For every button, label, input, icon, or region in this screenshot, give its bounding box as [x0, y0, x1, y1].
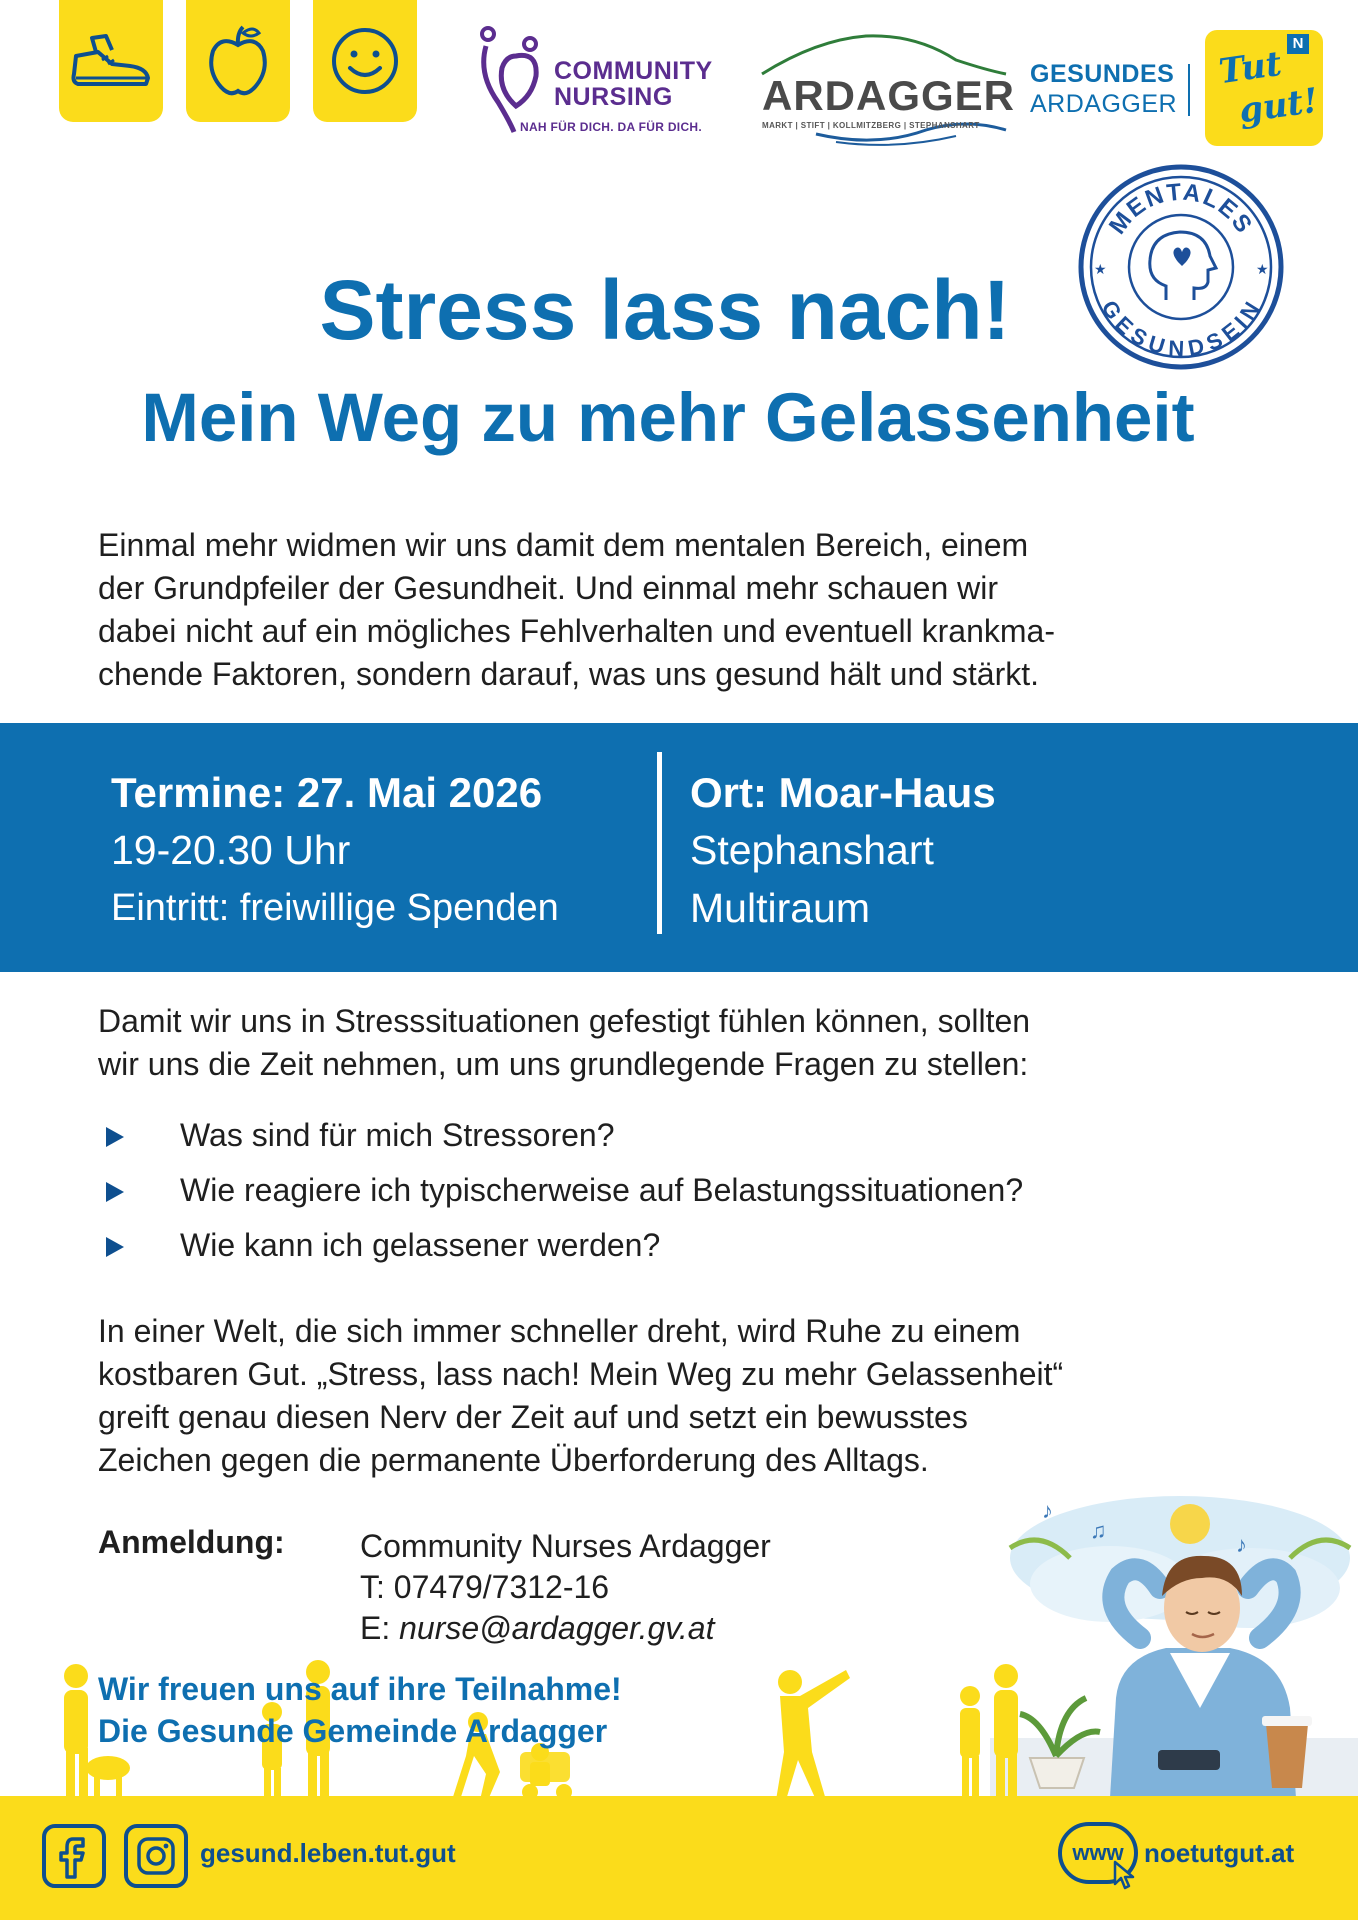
- page-title: Stress lass nach!: [319, 263, 1011, 357]
- social-handle[interactable]: gesund.leben.tut.gut: [200, 1838, 456, 1868]
- website-link[interactable]: noetutgut.at: [1144, 1838, 1295, 1868]
- phone-prefix: T:: [360, 1569, 394, 1605]
- band-divider: [657, 752, 662, 934]
- registration-email-line: [360, 1608, 771, 1649]
- intro-paragraph: [98, 524, 1258, 696]
- ardagger-name: ARDAGGER: [762, 72, 1016, 119]
- instagram-icon[interactable]: [124, 1824, 188, 1888]
- facebook-icon[interactable]: [42, 1824, 106, 1888]
- event-time: 19-20.30 Uhr: [111, 827, 351, 873]
- thanks-line: Wir freuen uns auf ihre Teilnahme!: [98, 1671, 622, 1707]
- registration-details: [360, 1526, 771, 1649]
- list-item: [98, 1163, 1298, 1218]
- registration-phone-line: [360, 1567, 771, 1608]
- phone-number[interactable]: 07479/7312-16: [393, 1569, 610, 1605]
- badge-top-text: MENTALES: [1103, 178, 1259, 240]
- running-shoe-tile: [59, 0, 163, 122]
- closing-line: In einer Welt, die sich immer schneller dreht, wird Ruhe zu einem: [98, 1313, 1021, 1349]
- registration-name: Community Nurses Ardagger: [360, 1528, 771, 1564]
- list-item: [98, 1218, 1298, 1273]
- thanks-message: [98, 1668, 622, 1752]
- event-place: Ort: Moar-Haus: [690, 769, 996, 816]
- closing-line: kostbaren Gut. „Stress, lass nach! Mein Weg zu mehr Gelassenheit“: [98, 1356, 1064, 1392]
- svg-text:★: ★: [1256, 261, 1269, 277]
- list-item: [98, 1108, 1298, 1163]
- triangle-bullet-icon: [106, 1182, 124, 1202]
- svg-text:♪: ♪: [1236, 1532, 1247, 1557]
- community-nursing-logo: [476, 24, 746, 142]
- event-date: Termine: 27. Mai 2026: [111, 769, 543, 816]
- community-nursing-title-2: NURSING: [554, 83, 673, 111]
- question-list: [98, 1108, 1298, 1273]
- event-place-line2: Stephanshart: [690, 827, 934, 873]
- closing-line: Zeichen gegen die permanente Überforderung des Alltags.: [98, 1442, 929, 1478]
- closing-line: greift genau diesen Nerv der Zeit auf und setzt ein bewusstes: [98, 1399, 968, 1435]
- event-info-band: [0, 723, 1358, 972]
- ardagger-label: ARDAGGER: [1030, 90, 1178, 118]
- svg-text:♫: ♫: [1090, 1518, 1107, 1543]
- apple-tile: [186, 0, 290, 122]
- question-text: Wie reagiere ich typischerweise auf Belastungssituationen?: [180, 1172, 1024, 1208]
- ardagger-logo: [756, 30, 1014, 150]
- question-text: Wie kann ich gelassener werden?: [180, 1227, 661, 1263]
- gut-text: gut!: [1236, 80, 1321, 132]
- badge-bottom-text: GESUNDSEIN: [1096, 295, 1266, 362]
- triangle-bullet-icon: [106, 1127, 124, 1147]
- questions-intro-line: wir uns die Zeit nehmen, um uns grundlegende Fragen zu stellen:: [98, 1046, 1029, 1082]
- triangle-bullet-icon: [106, 1237, 124, 1257]
- gesundes-ardagger-logo: [1026, 60, 1176, 130]
- logo-divider: [1188, 64, 1190, 116]
- smiley-icon: [328, 24, 402, 98]
- smiley-tile: [313, 0, 417, 122]
- thanks-line: Die Gesunde Gemeinde Ardagger: [98, 1713, 608, 1749]
- intro-line: chende Faktoren, sondern darauf, was uns gesund hält und stärkt.: [98, 656, 1040, 692]
- event-place-line3: Multiraum: [690, 885, 870, 931]
- relaxing-man-illustration: [990, 1488, 1358, 1798]
- page-subtitle: Mein Weg zu mehr Gelassenheit: [141, 379, 1195, 456]
- tut-gut-logo: [1205, 30, 1323, 146]
- running-shoe-icon: [68, 26, 154, 96]
- www-label: www: [1072, 1840, 1124, 1865]
- community-nursing-tagline: NAH FÜR DICH. DA FÜR DICH.: [520, 120, 703, 134]
- tut-text: Tut: [1216, 43, 1285, 93]
- intro-line: Einmal mehr widmen wir uns damit dem mentalen Bereich, einem: [98, 527, 1029, 563]
- apple-icon: [203, 21, 273, 101]
- svg-text:♪: ♪: [1042, 1498, 1053, 1523]
- questions-intro: [98, 1000, 1258, 1086]
- closing-paragraph: [98, 1310, 1258, 1482]
- noe-corner-badge: N: [1287, 34, 1309, 54]
- questions-intro-line: Damit wir uns in Stresssituationen gefestigt fühlen können, sollten: [98, 1003, 1031, 1039]
- email-prefix: E:: [360, 1610, 400, 1646]
- intro-line: dabei nicht auf ein mögliches Fehlverhalten und eventuell krankma-: [98, 613, 1055, 649]
- registration-label: Anmeldung:: [98, 1524, 285, 1560]
- svg-text:★: ★: [1094, 261, 1107, 277]
- question-text: Was sind für mich Stressoren?: [180, 1117, 615, 1153]
- intro-line: der Grundpfeiler der Gesundheit. Und einmal mehr schauen wir: [98, 570, 999, 606]
- event-entry: Eintritt: freiwillige Spenden: [111, 887, 559, 929]
- email-link[interactable]: nurse@ardagger.gv.at: [399, 1610, 715, 1646]
- community-nursing-title-1: COMMUNITY: [554, 57, 713, 85]
- cursor-icon: [1112, 1860, 1138, 1890]
- ardagger-subline: MARKT | STIFT | KOLLMITZBERG | STEPHANSHART: [762, 121, 980, 130]
- gesundes-label: GESUNDES: [1030, 60, 1175, 88]
